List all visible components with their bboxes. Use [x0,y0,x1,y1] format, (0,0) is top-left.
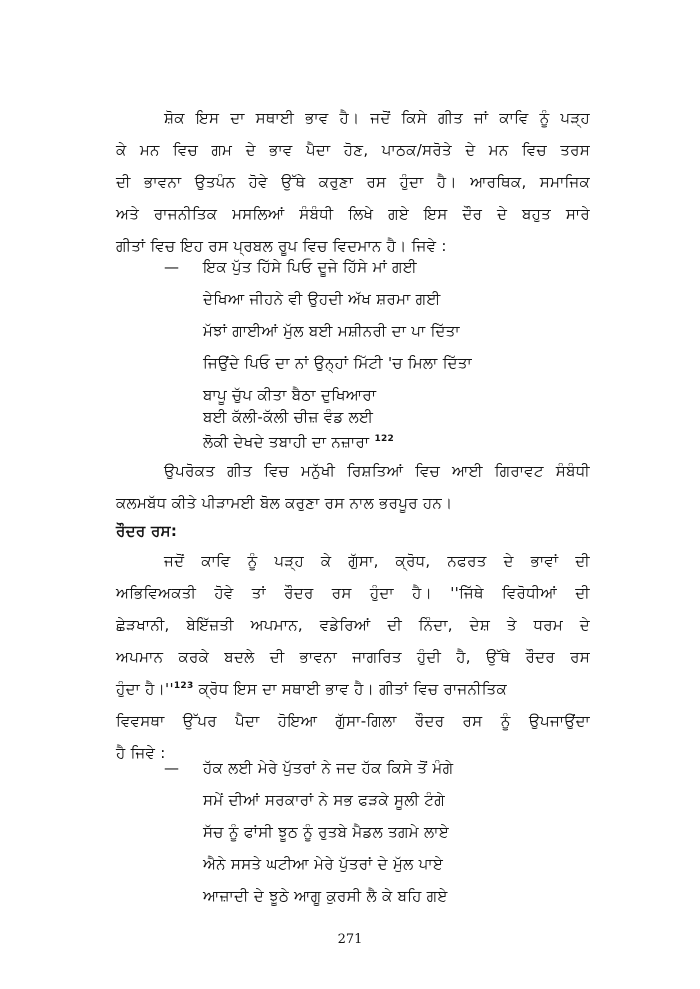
verse-line: ਆਜ਼ਾਦੀ ਦੇ ਝੂਠੇ ਆਗੂ ਕੁਰਸੀ ਲੈ ਕੇ ਬਹਿ ਗਏ [203,887,448,905]
paragraph-line: ਜਦੋਂ ਕਾਵਿ ਨੂੰ ਪੜ੍ਹ ਕੇ ਗੁੱਸਾ, ਕ੍ਰੋਧ, ਨਫਰਤ ਦੇ ਭਾਵਾਂ ਦੀ [164,552,590,570]
verse-line: ਮੱਝਾਂ ਗਾਈਆਂ ਮੁੱਲ ਬਈ ਮਸ਼ੀਨਰੀ ਦਾ ਪਾ ਦਿੱਤਾ [203,322,460,340]
paragraph-line: ਅਭਿਵਿਅਕਤੀ ਹੋਵੇ ਤਾਂ ਰੌਦਰ ਰਸ ਹੁੰਦਾ ਹੈ। ''ਜਿੱਥੇ ਵਿਰੋਧੀਆਂ ਦੀ [116,584,590,602]
paragraph-line: ਦੀ ਭਾਵਨਾ ਉਤਪੰਨ ਹੋਵੇ ਉੱਥੇ ਕਰੁਣਾ ਰਸ ਹੁੰਦਾ ਹੈ। ਆਰਥਿਕ, ਸਮਾਜਿਕ [116,173,590,191]
verse-dash: — [164,759,179,777]
paragraph-line: ਹੈ ਜਿਵੇ : [116,744,166,762]
paragraph-line: ਅਤੇ ਰਾਜਨੀਤਿਕ ਮਸਲਿਆਂ ਸੰਬੰਧੀ ਲਿਖੇ ਗਏ ਇਸ ਦੌਰ ਦੇ ਬਹੁਤ ਸਾਰੇ [116,205,590,223]
paragraph-line: ਅਪਮਾਨ ਕਰਕੇ ਬਦਲੇ ਦੀ ਭਾਵਨਾ ਜਾਗਰਿਤ ਹੁੰਦੀ ਹੈ, ਉੱਥੇ ਰੌਦਰ ਰਸ [116,648,590,666]
section-heading: ਰੌਦਰ ਰਸ: [116,522,178,540]
paragraph-text: ਹੁੰਦਾ ਹੈ।'' [116,680,174,698]
verse-line: ਇਕ ਪੁੱਤ ਹਿੱਸੇ ਪਿਓ ਦੂਜੇ ਹਿੱਸੇ ਮਾਂ ਗਈ [203,258,418,276]
verse-line: ਸਮੇਂ ਦੀਆਂ ਸਰਕਾਰਾਂ ਨੇ ਸਭ ਫੜਕੇ ਸੂਲੀ ਟੰਗੇ [203,791,445,809]
paragraph-line: ਕਲਮਬੱਧ ਕੀਤੇ ਪੀੜਾਮਈ ਬੋਲ ਕਰੁਣਾ ਰਸ ਨਾਲ ਭਰਪੂਰ ਹਨ। [116,494,453,512]
verse-line: ਹੱਕ ਲਈ ਮੇਰੇ ਪੁੱਤਰਾਂ ਨੇ ਜਦ ਹੱਕ ਕਿਸੇ ਤੋਂ ਮੰਗੇ [203,759,454,777]
verse-line: ਬਈ ਕੱਲੀ-ਕੱਲੀ ਚੀਜ਼ ਵੰਡ ਲਈ [203,408,374,426]
verse-line [203,432,603,452]
footnote-marker: 123 [173,681,194,691]
verse-line: ਦੇਖਿਆ ਜੀਹਨੇ ਵੀ ਉਹਦੀ ਅੱਖ ਸ਼ਰਮਾ ਗਈ [203,290,441,308]
verse-line: ਐਨੇ ਸਸਤੇ ਘਟੀਆ ਮੇਰੇ ਪੁੱਤਰਾਂ ਦੇ ਮੁੱਲ ਪਾਏ [203,855,444,873]
paragraph-line [116,679,596,699]
paragraph-text: ਕ੍ਰੋਧ ਇਸ ਦਾ ਸਥਾਈ ਭਾਵ ਹੈ। ਗੀਤਾਂ ਵਿਚ ਰਾਜਨੀਤਿਕ [193,680,507,698]
verse-line: ਸੱਚ ਨੂੰ ਫਾਂਸੀ ਝੂਠ ਨੂੰ ਰੁਤਬੇ ਮੈਡਲ ਤਗਮੇ ਲਾਏ [203,823,450,841]
verse-dash: — [164,258,179,276]
footnote-marker: 122 [374,434,395,444]
paragraph-line: ਗੀਤਾਂ ਵਿਚ ਇਹ ਰਸ ਪ੍ਰਬਲ ਰੂਪ ਵਿਚ ਵਿਦਮਾਨ ਹੈ। ਜਿਵੇ : [116,237,447,255]
paragraph-line: ਕੇ ਮਨ ਵਿਚ ਗਮ ਦੇ ਭਾਵ ਪੈਦਾ ਹੋਣ, ਪਾਠਕ/ਸਰੋਤੇ ਦੇ ਮਨ ਵਿਚ ਤਰਸ [116,141,590,159]
verse-line-text: ਲੋਕੀ ਦੇਖਦੇ ਤਬਾਹੀ ਦਾ ਨਜ਼ਾਰਾ [203,433,370,451]
paragraph-line: ਵਿਵਸਥਾ ਉੱਪਰ ਪੈਦਾ ਹੋਇਆ ਗੁੱਸਾ-ਗਿਲਾ ਰੌਦਰ ਰਸ ਨੂੰ ਉਪਜਾਉਂਦਾ [116,712,590,730]
paragraph-line: ਸ਼ੋਕ ਇਸ ਦਾ ਸਥਾਈ ਭਾਵ ਹੈ। ਜਦੋਂ ਕਿਸੇ ਗੀਤ ਜਾਂ ਕਾਵਿ ਨੂੰ ਪੜ੍ਹ [164,109,590,127]
paragraph-line: ਛੇੜਖਾਨੀ, ਬੇਇੱਜ਼ਤੀ ਅਪਮਾਨ, ਵਡੇਰਿਆਂ ਦੀ ਨਿੰਦਾ, ਦੇਸ਼ ਤੇ ਧਰਮ ਦੇ [116,616,590,634]
paragraph-line: ਉਪਰੋਕਤ ਗੀਤ ਵਿਚ ਮਨੁੱਖੀ ਰਿਸ਼ਤਿਆਂ ਵਿਚ ਆਈ ਗਿਰਾਵਟ ਸੰਬੰਧੀ [164,462,590,480]
verse-line: ਬਾਪੂ ਚੁੱਪ ਕੀਤਾ ਬੈਠਾ ਦੁਖਿਆਰਾ [203,386,377,404]
verse-line: ਜਿਉਂਦੇ ਪਿਓ ਦਾ ਨਾਂ ਉਨ੍ਹਾਂ ਮਿੱਟੀ 'ਚ ਮਿਲਾ ਦਿੱਤਾ [203,354,472,372]
page-number: 271 [337,932,363,947]
